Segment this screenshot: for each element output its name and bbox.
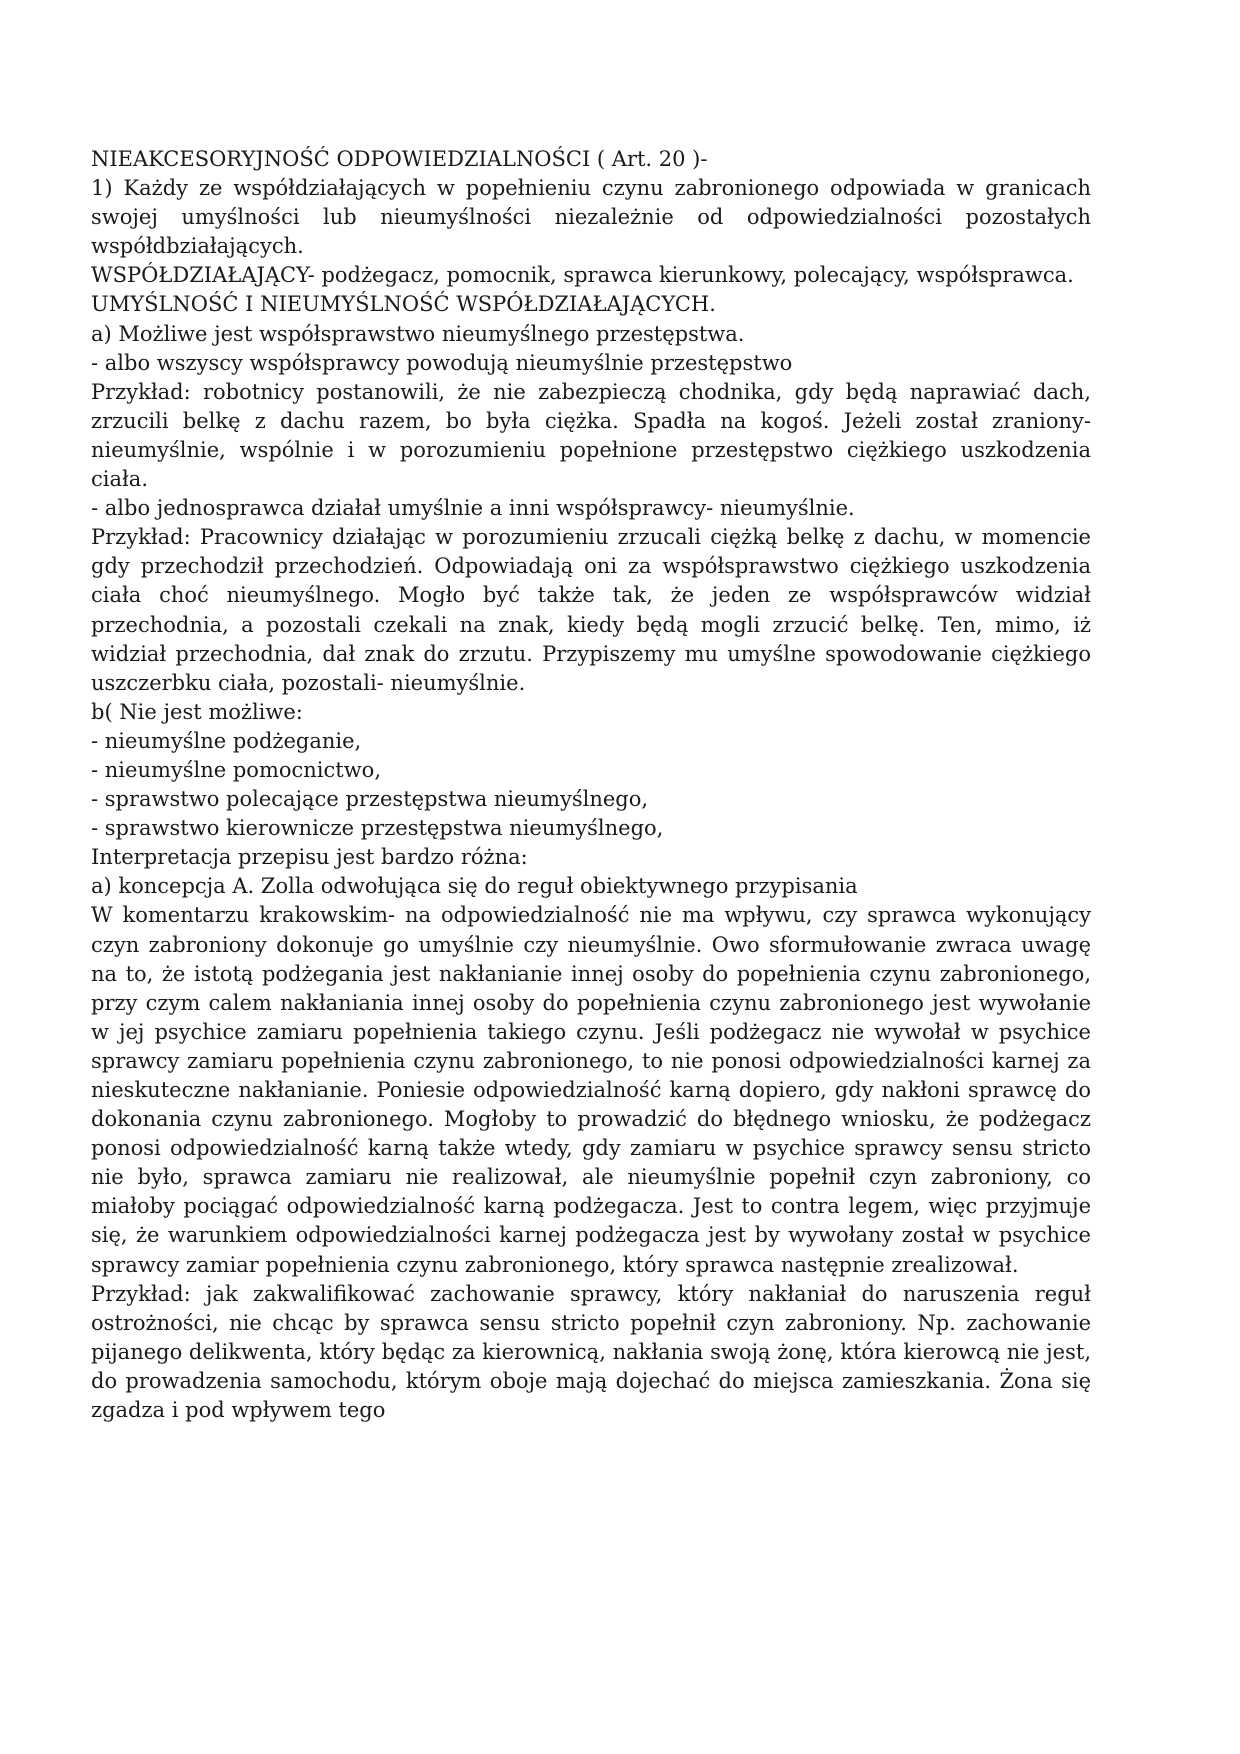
paragraph-7: - albo jednosprawca działał umyślnie a inni współsprawcy- nieumyślnie. <box>91 496 855 521</box>
list-item: - nieumyślne podżeganie, <box>91 728 362 753</box>
paragraph-1: 1) Każdy ze współdziałających w popełnieniu czynu zabronionego odpowiada w granicach swojej umyślności lub nieumyślności niezależnie od odpowiedzialności pozostałych współdbziałających. <box>91 176 1091 259</box>
document-title: NIEAKCESORYJNOŚĆ ODPOWIEDZIALNOŚCI ( Art. 20 )- <box>91 147 708 171</box>
list-item: - sprawstwo kierownicze przestępstwa nieumyślnego, <box>91 816 664 841</box>
paragraph-9: b( Nie jest możliwe: <box>91 699 303 724</box>
list-item: - nieumyślne pomocnictwo, <box>91 757 382 782</box>
paragraph-4: a) Możliwe jest współsprawstwo nieumyślnego przestępstwa. <box>91 321 745 346</box>
document-body <box>91 145 1091 1425</box>
section-heading: UMYŚLNOŚĆ I NIEUMYŚLNOŚĆ WSPÓŁDZIAŁAJĄCYCH. <box>91 292 716 317</box>
paragraph-14: Interpretacja przepisu jest bardzo różna: <box>91 845 528 870</box>
paragraph-17: Przykład: jak zakwalifikować zachowanie sprawcy, który nakłaniał do naruszenia reguł ostrożności, nie chcąc by sprawca sensu stricto popełnił czyn zabroniony. Np. zachowanie pijanego delikwenta, który będąc za kierownicą, nakłania swoją żonę, która kierowcą nie jest, do prowadzenia samochodu, którym oboje mają dojechać do miejsca zamieszkania. Żona się zgadza i pod wpływem tego <box>91 1281 1091 1423</box>
paragraph-8: Przykład: Pracownicy działając w porozumieniu zrzucali ciężką belkę z dachu, w momencie gdy przechodził przechodzień. Odpowiadają oni za współsprawstwo ciężkiego uszkodzenia ciała choć nieumyślnego. Mogło być także tak, że jeden ze współsprawców widział przechodnia, a pozostali czekali na znak, kiedy będą mogli zrzucić belkę. Ten, mimo, iż widział przechodnia, dał znak do zrzutu. Przypiszemy mu umyślne spowodowanie ciężkiego uszczerbku ciała, pozostali- nieumyślnie. <box>91 525 1091 695</box>
list-item: - sprawstwo polecające przestępstwa nieumyślnego, <box>91 787 649 812</box>
paragraph-15: a) koncepcja A. Zolla odwołująca się do reguł obiektywnego przypisania <box>91 874 858 899</box>
paragraph-5: - albo wszyscy współsprawcy powodują nieumyślnie przestępstwo <box>91 350 793 375</box>
paragraph-16: W komentarzu krakowskim- na odpowiedzialność nie ma wpływu, czy sprawca wykonujący czyn zabroniony dokonuje go umyślnie czy nieumyślnie. Owo sformułowanie zwraca uwagę na to, że istotą podżegania jest nakłanianie innej osoby do popełnienia czynu zabronionego, przy czym calem nakłaniania innej osoby do popełnienia czynu zabronionego jest wywołanie w jej psychice zamiaru popełnienia takiego czynu. Jeśli podżegacz nie wywołał w psychice sprawcy zamiaru popełnienia czynu zabronionego, to nie ponosi odpowiedzialności karnej za nieskuteczne nakłanianie. Poniesie odpowiedzialność karną dopiero, gdy nakłoni sprawcę do dokonania czynu zabronionego. Mogłoby to prowadzić do błędnego wniosku, że podżegacz ponosi odpowiedzialność karną także wtedy, gdy zamiaru w psychice sprawcy sensu stricto nie było, sprawca zamiaru nie realizował, ale nieumyślnie popełnił czyn zabroniony, co miałoby pociągać odpowiedzialność karną podżegacza. Jest to contra legem, więc przyjmuje się, że warunkiem odpowiedzialności karnej podżegacza jest by wywołany został w psychice sprawcy zamiar popełnienia czynu zabronionego, który sprawca następnie zrealizował. <box>91 903 1091 1277</box>
paragraph-2: WSPÓŁDZIAŁAJĄCY- podżegacz, pomocnik, sprawca kierunkowy, polecający, współsprawca. <box>91 263 1074 288</box>
paragraph-6: Przykład: robotnicy postanowili, że nie zabezpieczą chodnika, gdy będą naprawiać dach, zrzucili belkę z dachu razem, bo była ciężka. Spadła na kogoś. Jeżeli został zraniony- nieumyślnie, wspólnie i w porozumieniu popełnione przestępstwo ciężkiego uszkodzenia ciała. <box>91 379 1091 492</box>
